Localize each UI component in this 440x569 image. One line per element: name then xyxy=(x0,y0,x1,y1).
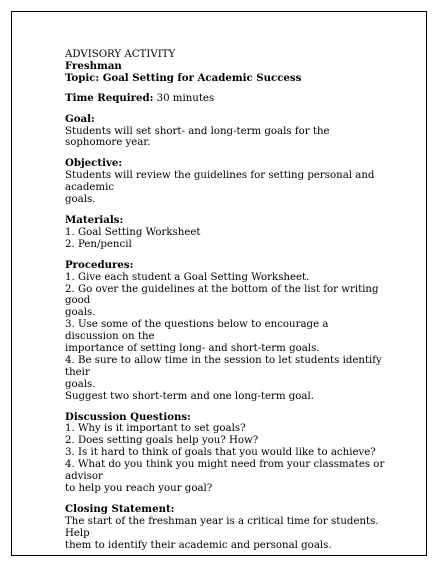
procedures-line: 1. Give each student a Goal Setting Worksheet. xyxy=(65,271,310,283)
closing-line: them to identify their academic and personal goals. xyxy=(65,539,332,551)
procedures-section xyxy=(65,260,385,403)
procedures-line: goals. xyxy=(65,307,96,319)
discussion-question: 3. Is it hard to think of goals that you would like to achieve? xyxy=(65,447,376,459)
objective-heading: Objective: xyxy=(65,157,123,170)
goal-text: Students will set short- and long-term goals for the sophomore year. xyxy=(65,125,330,149)
goal-heading: Goal: xyxy=(65,112,95,125)
time-required-value: 30 minutes xyxy=(153,92,215,104)
discussion-question: to help you reach your goal? xyxy=(65,483,213,494)
procedures-line: 3. Use some of the questions below to encourage a discussion on the xyxy=(65,319,329,343)
discussion-section xyxy=(65,412,385,495)
procedures-line: goals. xyxy=(65,378,96,390)
closing-section xyxy=(65,504,385,552)
materials-heading: Materials: xyxy=(65,213,124,226)
procedures-line: 2. Go over the guidelines at the bottom of the list for writing good xyxy=(65,283,379,307)
procedures-heading: Procedures: xyxy=(65,258,134,271)
procedures-line: 4. Be sure to allow time in the session to let students identify their xyxy=(65,354,382,378)
discussion-question: 2. Does setting goals help you? How? xyxy=(65,435,259,447)
discussion-question: 1. Why is it important to set goals? xyxy=(65,423,246,435)
discussion-heading: Discussion Questions: xyxy=(65,410,191,423)
materials-section xyxy=(65,215,385,251)
grade-level: Freshman xyxy=(65,59,122,72)
procedures-line: importance of setting long- and short-term goals. xyxy=(65,343,320,355)
discussion-question: 4. What do you think you might need from your classmates or advisor xyxy=(65,459,385,483)
time-required-line xyxy=(65,93,385,105)
materials-item: 1. Goal Setting Worksheet xyxy=(65,226,201,238)
title-block xyxy=(65,49,385,85)
objective-line: goals. xyxy=(65,194,96,206)
time-required-label: Time Required: xyxy=(65,91,154,104)
document-title: ADVISORY ACTIVITY xyxy=(65,49,176,60)
topic-line: Topic: Goal Setting for Academic Success xyxy=(65,71,302,84)
time-required-section xyxy=(65,93,385,105)
objective-section xyxy=(65,158,385,206)
document-body xyxy=(65,49,385,561)
goal-section xyxy=(65,114,385,150)
closing-line: The start of the freshman year is a critical time for students. Help xyxy=(65,515,379,539)
procedures-line: Suggest two short-term and one long-term goal. xyxy=(65,390,314,402)
objective-line: Students will review the guidelines for setting personal and academic xyxy=(65,170,375,194)
materials-item: 2. Pen/pencil xyxy=(65,238,132,250)
closing-heading: Closing Statement: xyxy=(65,502,175,515)
